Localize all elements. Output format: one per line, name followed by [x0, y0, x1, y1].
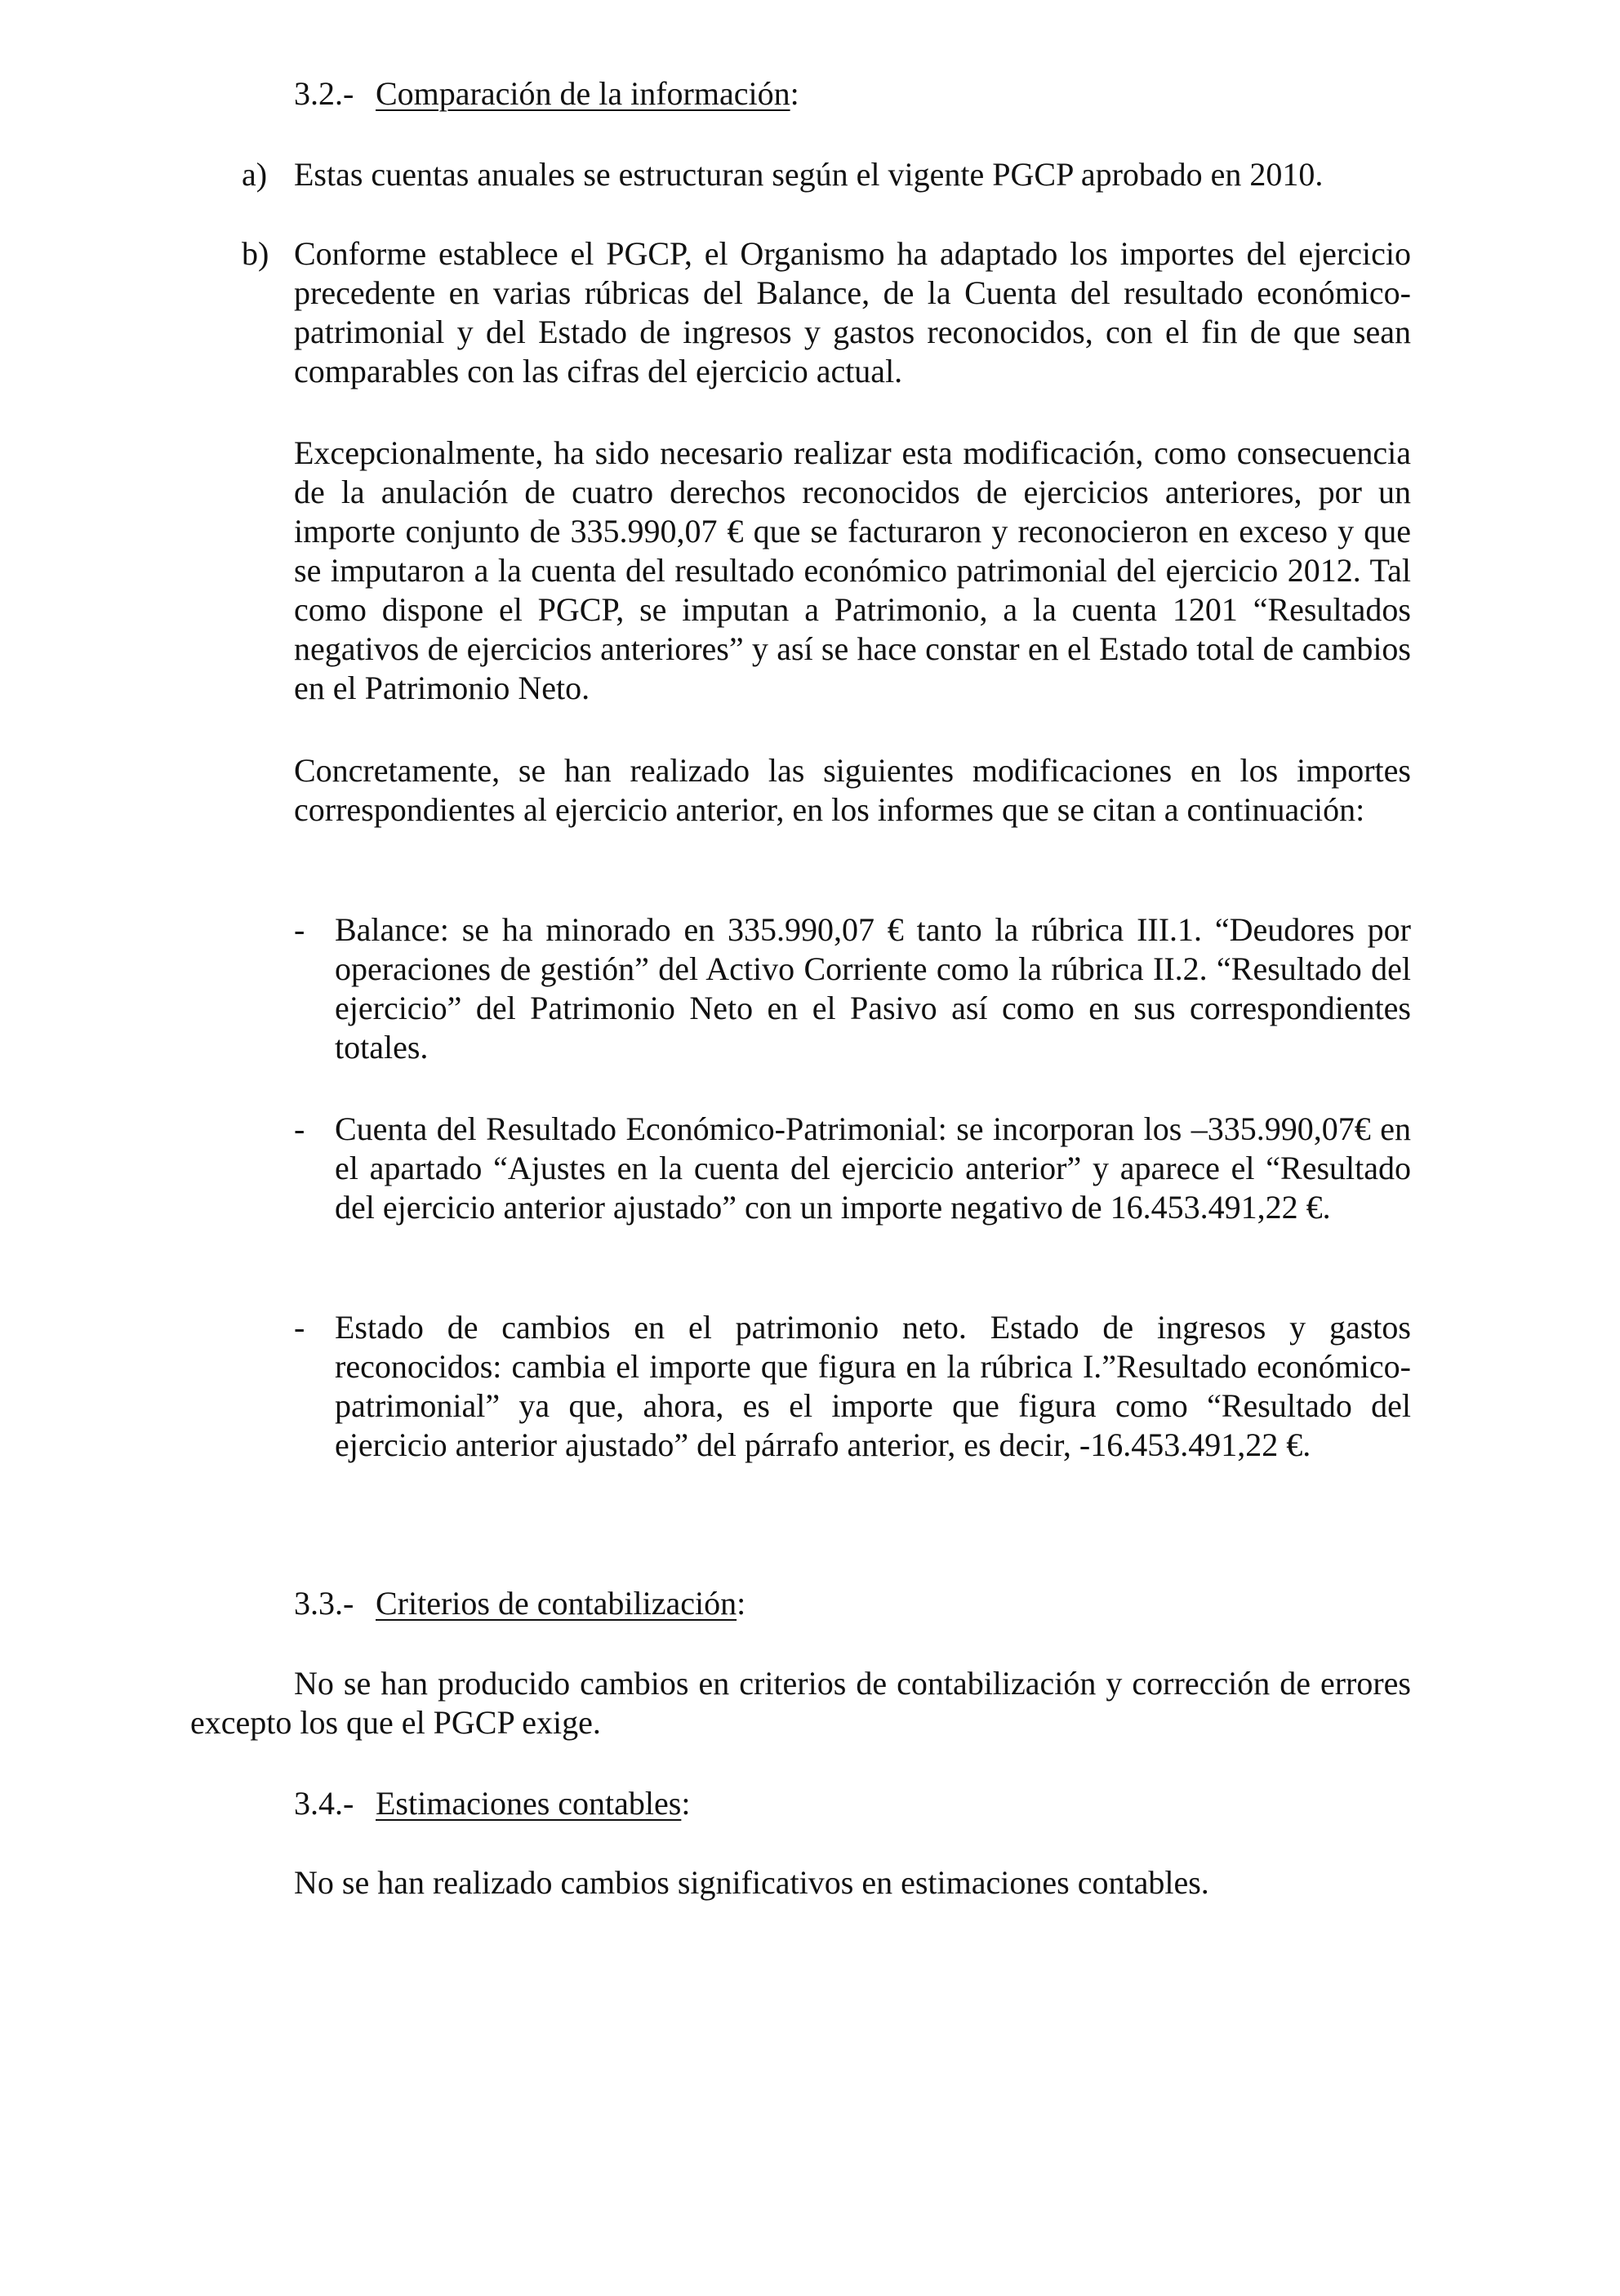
bullet-text: Balance: se ha minorado en 335.990,07 € tanto la rúbrica III.1. “Deudores por operaciones de gestión” del Activo Corriente como la rúbrica II.2. “Resultado del ejercicio” del Patrimonio Neto en el Pasivo así como en sus correspondientes totales.	[335, 911, 1411, 1066]
section-title: Comparación de la información	[376, 75, 790, 112]
section-colon: :	[737, 1585, 746, 1622]
bullet-item-cuenta-resultado	[294, 1110, 1411, 1227]
section-title: Criterios de contabilización	[376, 1585, 737, 1622]
paragraph-criterios: No se han producido cambios en criterios de contabilización y corrección de errores excepto los que el PGCP exige.	[190, 1665, 1411, 1741]
bullet-dash: -	[294, 1309, 305, 1346]
bullet-dash: -	[294, 1110, 305, 1147]
bullet-text: Cuenta del Resultado Económico-Patrimonial: se incorporan los –335.990,07€ en el apartado “Ajustes en la cuenta del ejercicio anterior” y aparece el “Resultado del ejercicio anterior ajustado” con un importe negativo de 16.453.491,22 €.	[335, 1110, 1411, 1226]
bullet-item-estado-cambios	[294, 1308, 1411, 1465]
section-number: 3.3.-	[294, 1585, 354, 1622]
paragraph-excepcionalmente: Excepcionalmente, ha sido necesario realizar esta modificación, como consecuencia de la anulación de cuatro derechos reconocidos de ejercicios anteriores, por un importe conjunto de 335.990,07 € que se facturaron y reconocieron en exceso y que se imputaron a la cuenta del resultado económico patrimonial del ejercicio 2012. Tal como dispone el PGCP, se imputan a Patrimonio, a la cuenta 1201 “Resultados negativos de ejercicios anteriores” y así se hace constar en el Estado total de cambios en el Patrimonio Neto.	[294, 434, 1411, 706]
list-item-text: Estas cuentas anuales se estructuran según el vigente PGCP aprobado en 2010.	[294, 156, 1324, 193]
paragraph-concretamente: Concretamente, se han realizado las siguientes modificaciones en los importes correspondientes al ejercicio anterior, en los informes que se citan a continuación:	[294, 752, 1411, 828]
list-marker: b)	[242, 235, 269, 272]
list-marker: a)	[242, 156, 268, 193]
section-heading-3-3	[294, 1584, 745, 1623]
bullet-text: Estado de cambios en el patrimonio neto. Estado de ingresos y gastos reconocidos: cambia el importe que figura en la rúbrica I.”Resultado económico-patrimonial” ya que, ahora, es el importe que figura como “Resultado del ejercicio anterior ajustado” del párrafo anterior, es decir, -16.453.491,22 €.	[335, 1309, 1411, 1463]
list-item-text: Conforme establece el PGCP, el Organismo ha adaptado los importes del ejercicio precedente en varias rúbricas del Balance, de la Cuenta del resultado económico-patrimonial y del Estado de ingresos y gastos reconocidos, con el fin de que sean comparables con las cifras del ejercicio actual.	[294, 235, 1411, 389]
section-colon: :	[681, 1785, 691, 1822]
section-title: Estimaciones contables	[376, 1785, 682, 1822]
paragraph-estimaciones: No se han realizado cambios significativos en estimaciones contables.	[294, 1864, 1209, 1901]
bullet-item-balance	[294, 910, 1411, 1067]
bullet-dash: -	[294, 911, 305, 948]
section-number: 3.4.-	[294, 1785, 354, 1822]
section-heading-3-2	[294, 74, 799, 113]
section-colon: :	[790, 75, 799, 112]
section-heading-3-4	[294, 1784, 690, 1823]
list-item-b	[242, 234, 1411, 391]
section-number: 3.2.-	[294, 75, 354, 112]
list-item-a	[242, 155, 1411, 194]
